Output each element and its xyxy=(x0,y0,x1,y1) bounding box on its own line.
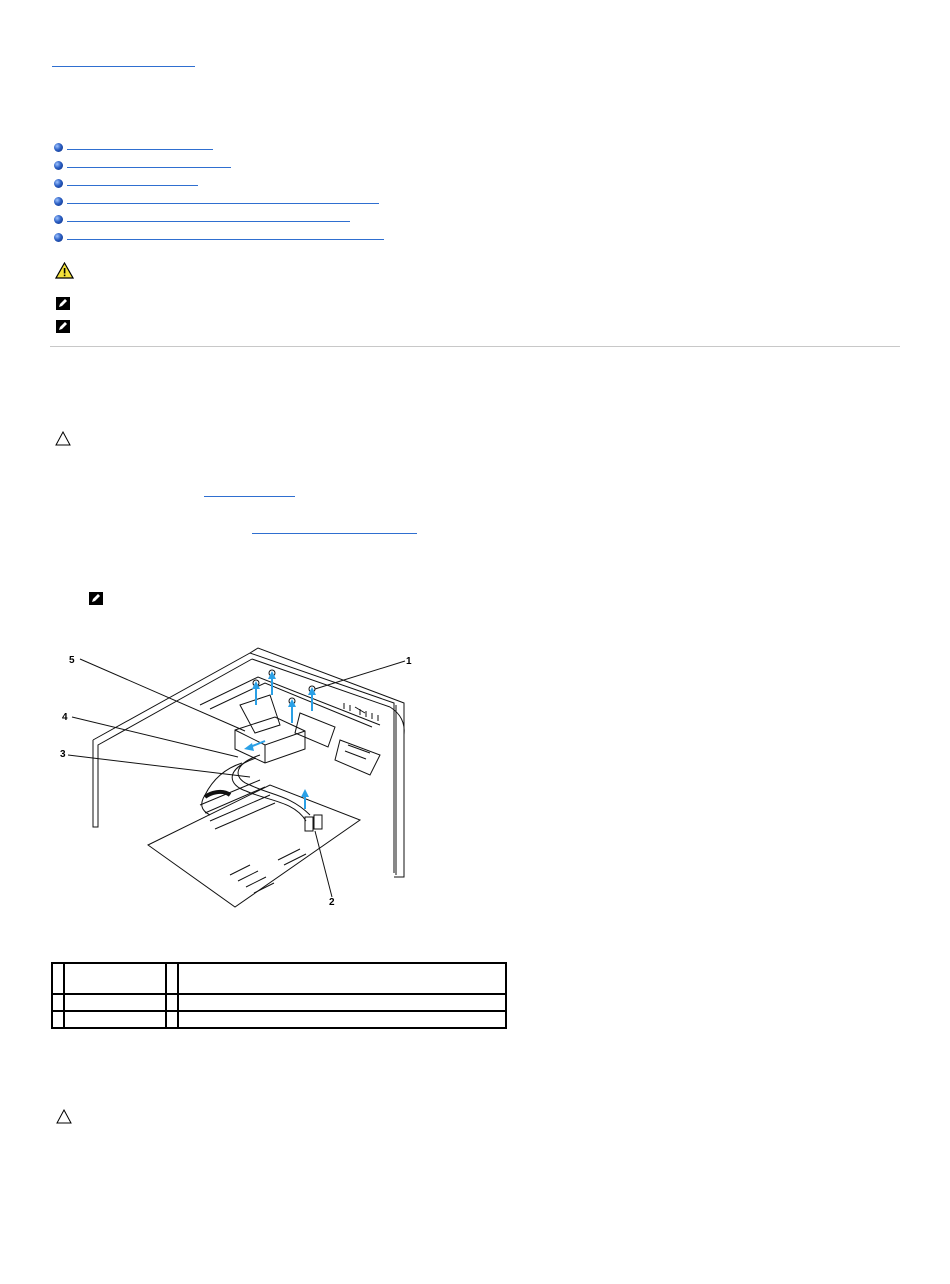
toc-link-5[interactable] xyxy=(67,221,350,222)
table-cell xyxy=(64,994,166,1011)
table-cell xyxy=(178,1011,506,1028)
toc-link-4[interactable] xyxy=(67,203,379,204)
table-cell xyxy=(166,963,178,994)
drive-removal-illustration xyxy=(60,645,420,910)
inline-link-1[interactable] xyxy=(204,496,295,497)
callout-2: 2 xyxy=(329,897,335,908)
toc-link-3[interactable] xyxy=(67,185,198,186)
back-to-contents-link[interactable] xyxy=(52,66,195,67)
callout-1: 1 xyxy=(406,656,412,667)
inline-link-2[interactable] xyxy=(252,533,417,534)
toc-bullet-icon xyxy=(54,179,63,188)
table-cell xyxy=(64,1011,166,1028)
table-cell xyxy=(178,994,506,1011)
toc-link-1[interactable] xyxy=(67,149,213,150)
table-row xyxy=(52,963,506,994)
table-row xyxy=(52,1011,506,1028)
table-cell xyxy=(52,963,64,994)
caution-icon xyxy=(56,1109,72,1124)
table-cell xyxy=(166,994,178,1011)
toc-bullet-icon xyxy=(54,143,63,152)
caution-icon xyxy=(55,431,71,446)
note-pencil-icon xyxy=(89,592,103,605)
callout-legend-table xyxy=(51,962,507,1029)
toc-link-2[interactable] xyxy=(67,167,231,168)
toc-bullet-icon xyxy=(54,197,63,206)
callout-4: 4 xyxy=(62,712,68,723)
section-divider xyxy=(50,346,900,347)
table-cell xyxy=(166,1011,178,1028)
callout-5: 5 xyxy=(69,655,75,666)
table-cell xyxy=(64,963,166,994)
toc-bullet-icon xyxy=(54,215,63,224)
table-row xyxy=(52,994,506,1011)
toc-link-6[interactable] xyxy=(67,239,384,240)
callout-3: 3 xyxy=(60,749,66,760)
table-cell xyxy=(52,994,64,1011)
toc-bullet-icon xyxy=(54,161,63,170)
table-cell xyxy=(178,963,506,994)
note-pencil-icon xyxy=(56,297,70,310)
warning-icon xyxy=(55,262,74,279)
table-cell xyxy=(52,1011,64,1028)
note-pencil-icon xyxy=(56,320,70,333)
toc-bullet-icon xyxy=(54,233,63,242)
